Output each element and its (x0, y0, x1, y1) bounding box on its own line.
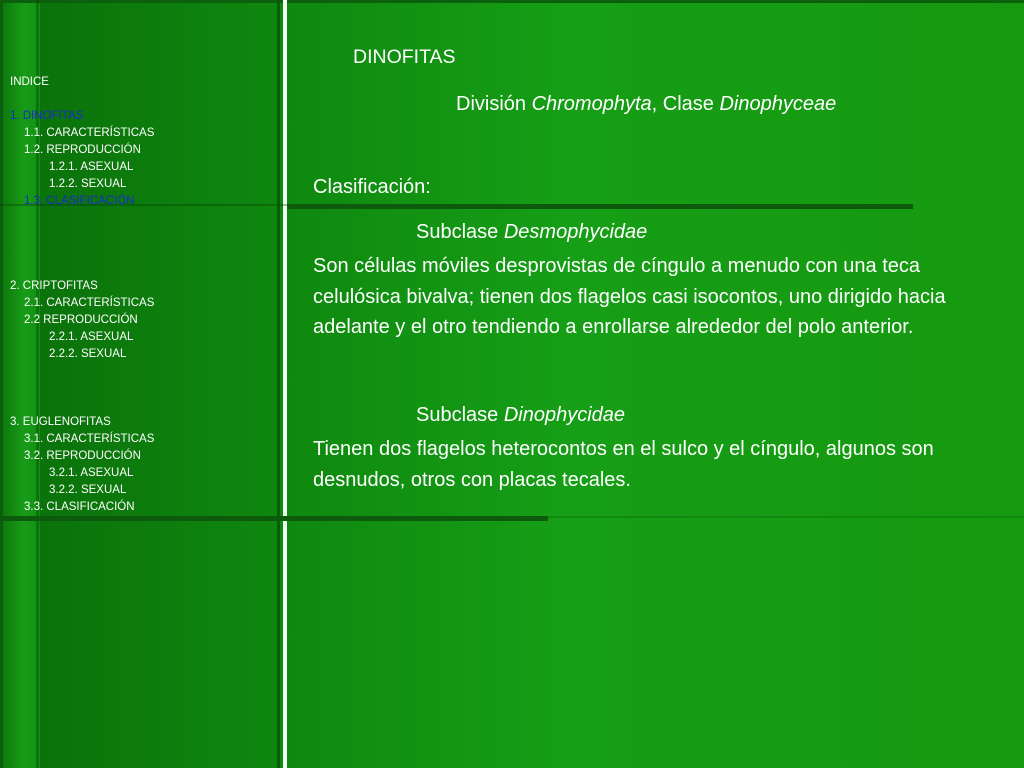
slide-title: DINOFITAS (353, 46, 456, 68)
subclass2-name: Dinophycidae (503, 404, 626, 426)
index-item-criptofitas-sexual[interactable]: 2.2.2. SEXUAL (49, 348, 127, 360)
decorative-horizontal-line (548, 516, 1024, 518)
decorative-horizontal-bar-top (287, 204, 913, 209)
subclass1-prefix: Subclase (416, 221, 504, 243)
frame-left-border (0, 0, 3, 768)
index-sidebar (10, 74, 275, 516)
index-heading: INDICE (10, 76, 49, 88)
frame-top-border (0, 0, 1024, 3)
index-item-euglenofitas-reproduccion[interactable]: 3.2. REPRODUCCIÓN (24, 450, 141, 462)
subclass1-description: Son células móviles desprovistas de cíngulo a menudo con una teca celulósica bivalva; tienen dos flagelos casi isocontos, uno dirigido hacia adelante y el otro tendiendo a enrollarse alrededor del polo anterior. (313, 255, 946, 338)
index-item-dinofitas-clasificacion[interactable]: 1.3. CLASIFICACIÓN (24, 195, 135, 207)
sidebar-divider-shadow (277, 0, 280, 768)
subclass2-prefix: Subclase (416, 404, 504, 426)
division-prefix: División (456, 93, 532, 115)
class-name: Dinophyceae (719, 93, 837, 115)
index-item-euglenofitas-sexual[interactable]: 3.2.2. SEXUAL (49, 484, 127, 496)
subclass1-name: Desmophycidae (503, 221, 648, 243)
index-item-dinofitas-sexual[interactable]: 1.2.2. SEXUAL (49, 178, 127, 190)
index-item-euglenofitas-asexual[interactable]: 3.2.1. ASEXUAL (49, 467, 134, 479)
subclass1-heading (416, 221, 647, 244)
index-item-criptofitas-caracteristicas[interactable]: 2.1. CARACTERÍSTICAS (24, 297, 155, 309)
index-item-dinofitas-reproduccion[interactable]: 1.2. REPRODUCCIÓN (24, 144, 141, 156)
index-item-dinofitas-caracteristicas[interactable]: 1.1. CARACTERÍSTICAS (24, 127, 155, 139)
decorative-horizontal-bar-bottom (0, 516, 548, 521)
index-item-euglenofitas-caracteristicas[interactable]: 3.1. CARACTERÍSTICAS (24, 433, 155, 445)
subclass2-description: Tienen dos flagelos heterocontos en el sulco y el cíngulo, algunos son desnudos, otros con placas tecales. (313, 438, 934, 491)
index-item-dinofitas-asexual[interactable]: 1.2.1. ASEXUAL (49, 161, 134, 173)
index-item-criptofitas-asexual[interactable]: 2.2.1. ASEXUAL (49, 331, 134, 343)
slide-subtitle (456, 93, 836, 116)
subclass2-heading (416, 404, 625, 427)
index-item-dinofitas[interactable]: 1. DINOFITAS (10, 110, 84, 122)
index-item-criptofitas[interactable]: 2. CRIPTOFITAS (10, 280, 98, 292)
index-item-criptofitas-reproduccion[interactable]: 2.2 REPRODUCCIÓN (24, 314, 138, 326)
index-item-euglenofitas[interactable]: 3. EUGLENOFITAS (10, 416, 111, 428)
clasificacion-heading: Clasificación: (313, 176, 431, 198)
sidebar-divider (283, 0, 287, 768)
division-name: Chromophyta (531, 93, 652, 115)
index-item-euglenofitas-clasificacion[interactable]: 3.3. CLASIFICACIÓN (24, 501, 135, 513)
class-prefix: , Clase (651, 93, 720, 115)
